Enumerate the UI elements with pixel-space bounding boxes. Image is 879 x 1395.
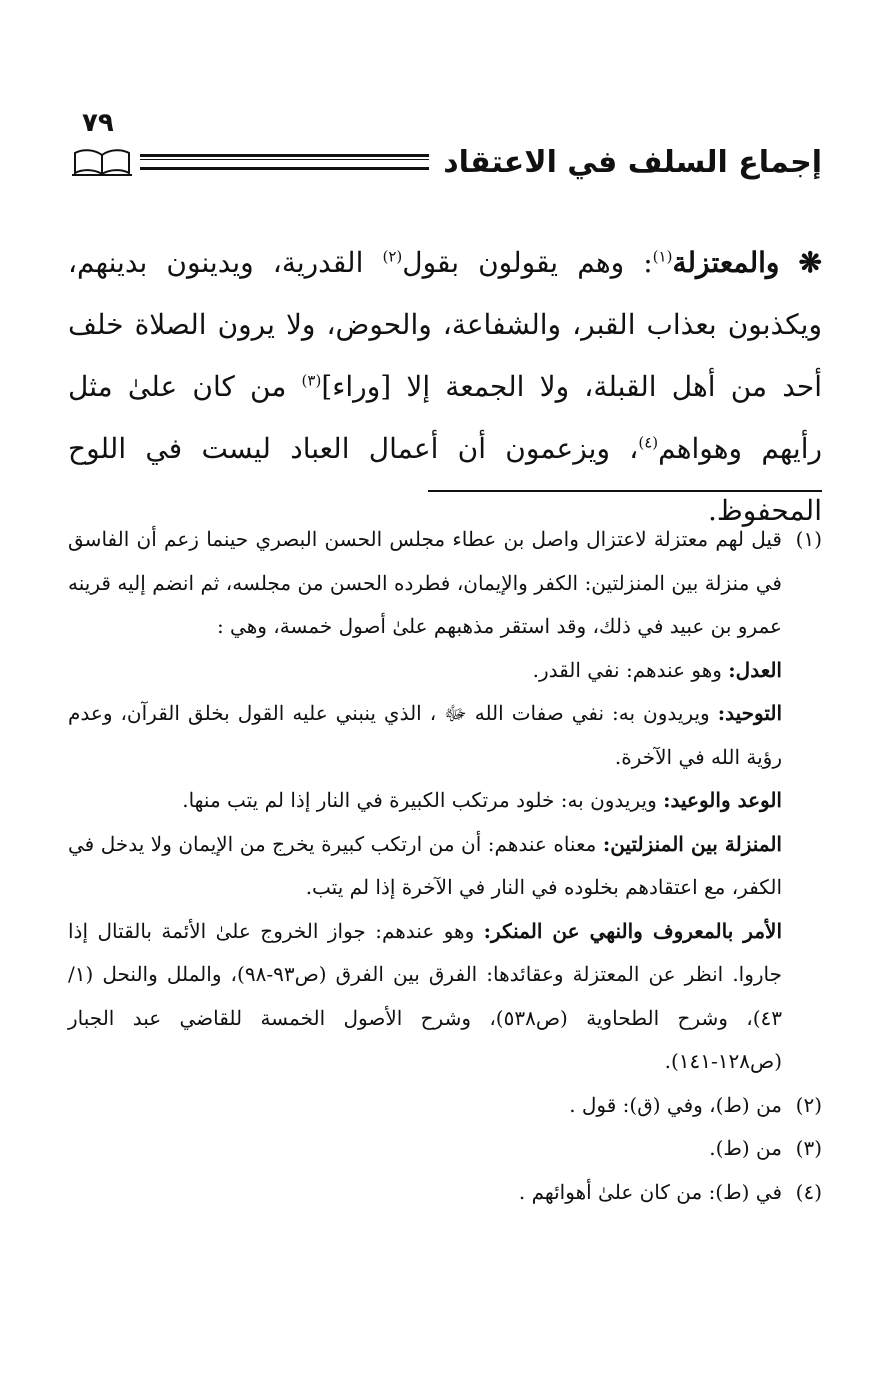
footnote-term: الوعد والوعيد: — [663, 788, 782, 812]
open-book-icon — [72, 147, 132, 177]
page-number: ٧٩ — [82, 108, 114, 138]
footnote-1-manzila — [68, 823, 822, 910]
footnote-1-tawhid — [68, 692, 822, 779]
footnote-ref: (٤) — [638, 433, 659, 452]
bullet-icon: ❋ — [798, 246, 822, 279]
footnote-1-waad — [68, 779, 822, 823]
footnote-3 — [68, 1127, 822, 1171]
footnote-number: (٢) — [795, 1092, 822, 1117]
lead-term: والمعتزلة — [672, 246, 780, 279]
footnote-1 — [68, 518, 822, 649]
footnote-text: في (ط): من كان علىٰ أهوائهم . — [518, 1179, 782, 1204]
footnote-number: (١) — [795, 527, 822, 551]
footnote-term: التوحيد: — [717, 701, 782, 725]
main-text-segment: من كان علىٰ مثل رأيهم وهواهم — [68, 370, 822, 465]
running-header — [72, 142, 822, 182]
footnote-ref: (٣) — [301, 371, 322, 390]
footnote-text: وهو عندهم: نفي القدر. — [532, 657, 729, 682]
footnote-number: (٣) — [795, 1136, 822, 1160]
main-text-segment: : وهم يقولون بقول — [402, 246, 653, 279]
header-title: إجماع السلف في الاعتقاد — [443, 144, 822, 180]
main-text-segment: القدرية، ويدينون بدينهم، ويكذبون بعذاب القبر، والشفاعة، والحوض، ولا يرون الصلاة خلف أحد من أهل القبلة، ولا الجمعة إلا [وراء] — [68, 246, 822, 403]
footnote-2 — [68, 1084, 822, 1128]
footnote-text: من (ط)، وفي (ق): قول . — [569, 1092, 782, 1117]
footnote-1-adl — [68, 649, 822, 693]
header-rule — [140, 154, 429, 170]
footnotes — [68, 518, 822, 1214]
footnote-term: المنزلة بين المنزلتين: — [602, 831, 782, 856]
main-text-segment: ، ويزعمون أن أعمال العباد ليست في اللوح المحفوظ. — [68, 432, 822, 527]
footnote-text: معناه عندهم: أن من ارتكب كبيرة يخرج من الإيمان ولا يدخل في الكفر، مع اعتقادهم بخلوده في النار في الآخرة إذا لم يتب. — [68, 831, 782, 899]
footnote-text: ويريدون به: نفي صفات الله ﷻ ، الذي ينبني عليه القول بخلق القرآن، وعدم رؤية الله في الآخرة. — [68, 701, 782, 769]
footnote-4 — [68, 1171, 822, 1215]
footnote-ref: (٢) — [382, 247, 403, 266]
footnote-text: وهو عندهم: جواز الخروج علىٰ الأئمة بالقتال إذا جاروا. انظر عن المعتزلة وعقائدها: الفرق بين الفرق (ص٩٣-٩٨)، والملل والنحل (١/ ٤٣)، وشرح الطحاوية (ص٥٣٨)، وشرح الأصول الخمسة للقاضي عبد الجبار (ص١٢٨-١٤١). — [68, 918, 783, 1073]
footnote-term: الأمر بالمعروف والنهي عن المنكر: — [483, 918, 782, 943]
footnote-text: من (ط). — [709, 1136, 782, 1160]
footnote-number: (٤) — [795, 1179, 822, 1204]
footnote-separator — [428, 490, 822, 492]
footnote-1-amr — [68, 910, 822, 1084]
footnote-term: العدل: — [728, 657, 782, 682]
footnote-text: قيل لهم معتزلة لاعتزال واصل بن عطاء مجلس الحسن البصري حينما زعم أن الفاسق في منزلة بين المنزلتين: الكفر والإيمان، فطرده الحسن من مجلسه، ثم انضم إليه قرينه عمرو بن عبيد في ذلك، وقد استقر مذهبهم علىٰ أصول خمسة، وهي : — [68, 527, 782, 638]
footnote-ref: (١) — [652, 247, 673, 266]
footnote-text: ويريدون به: خلود مرتكب الكبيرة في النار إذا لم يتب منها. — [182, 788, 664, 812]
main-paragraph — [68, 232, 822, 542]
